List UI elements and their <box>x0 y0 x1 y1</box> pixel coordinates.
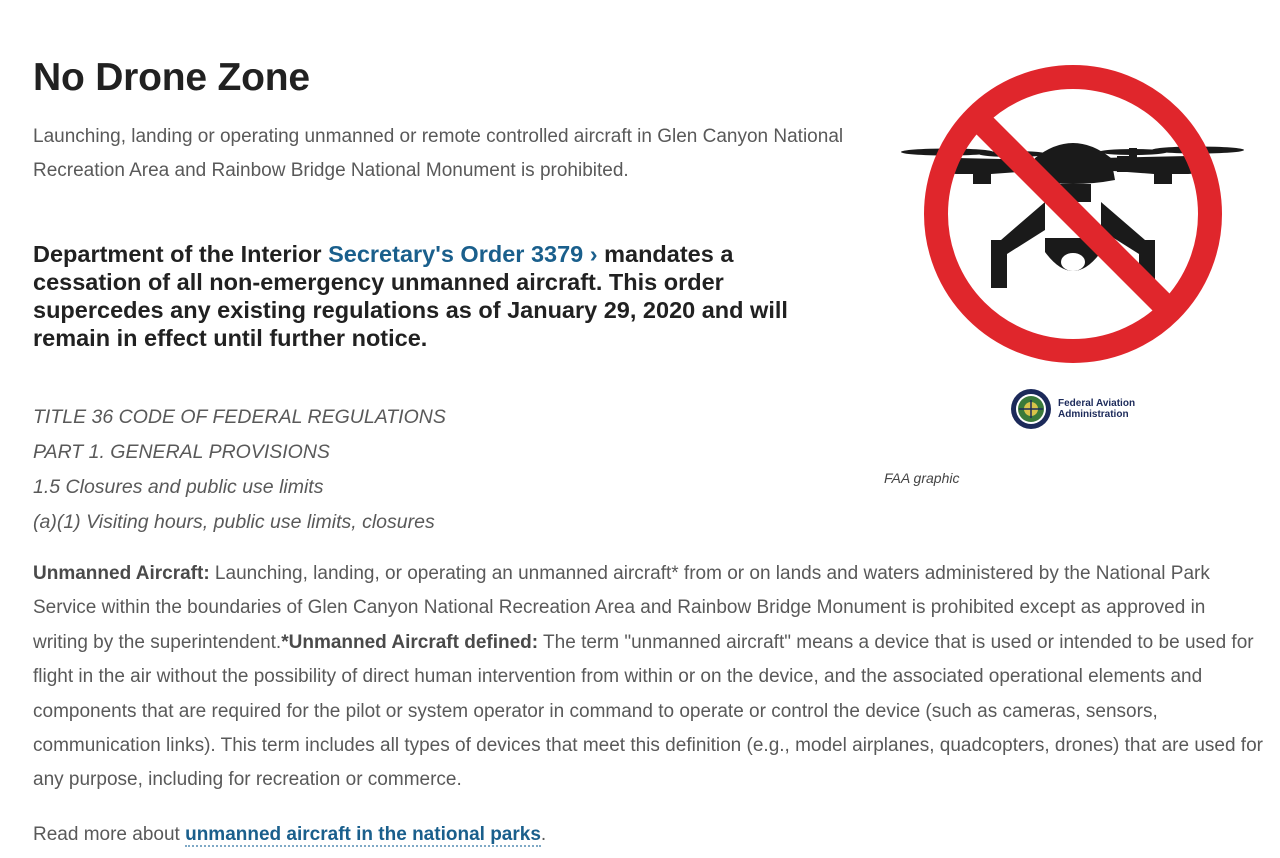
regulation-line: PART 1. GENERAL PROVISIONS <box>33 441 330 463</box>
read-more-prefix: Read more about <box>33 824 186 845</box>
regulation-line: (a)(1) Visiting hours, public use limits, closures <box>33 511 435 533</box>
no-drone-sign <box>895 62 1250 377</box>
unmanned-aircraft-text: Launching, landing, or operating an unmanned aircraft* from or on lands and waters administered by the National Park Service within the boundaries of Glen Canyon National Recreation Area and Rainbow Bridge Monument is prohibited except as approved in writing by the superintendent. <box>33 563 1210 653</box>
faa-name <box>1058 398 1135 420</box>
image-caption: FAA graphic <box>884 470 960 486</box>
order-notice <box>33 240 833 352</box>
faa-seal-icon <box>1010 388 1052 430</box>
faa-name-line: Administration <box>1058 409 1129 420</box>
regulation-line: TITLE 36 CODE OF FEDERAL REGULATIONS <box>33 406 446 428</box>
regulation-line: 1.5 Closures and public use limits <box>33 476 324 498</box>
regulation-citation <box>33 400 446 540</box>
order-notice-prefix: Department of the Interior <box>33 241 329 267</box>
unmanned-aircraft-defined-label: *Unmanned Aircraft defined: <box>281 631 539 653</box>
prohibition-symbol <box>936 77 1210 351</box>
unmanned-aircraft-paragraph <box>33 557 1263 798</box>
read-more <box>33 818 546 852</box>
intro-paragraph: Launching, landing or operating unmanned or remote controlled aircraft in Glen Canyon National Recreation Area and Rainbow Bridge National Monument is prohibited. <box>33 126 844 181</box>
page-title: No Drone Zone <box>33 56 310 99</box>
read-more-suffix: . <box>540 824 547 845</box>
faa-logo <box>1010 388 1135 430</box>
unmanned-aircraft-parks-link[interactable]: unmanned aircraft in the national parks <box>185 824 541 845</box>
order-notice-suffix: mandates a cessation of all non-emergency unmanned aircraft. This order supercedes any existing regulations as of January 29, 2020 and will remain in effect until further notice. <box>33 241 788 351</box>
unmanned-aircraft-label: Unmanned Aircraft: <box>33 563 210 584</box>
secretarys-order-link[interactable]: Secretary's Order 3379 › <box>328 241 598 267</box>
unmanned-aircraft-definition-text: The term "unmanned aircraft" means a device that is used or intended to be used for flight in the air without the possibility of direct human intervention from within or on the device, and the associated operational elements and components that are required for the pilot or system operator in command to operate or control the device (such as cameras, sensors, communication links). This term includes all types of devices that meet this definition (e.g., model airplanes, quadcopters, drones) that are used for any purpose, including for recreation or commerce. <box>33 631 1263 791</box>
faa-name-line: Federal Aviation <box>1058 398 1136 409</box>
